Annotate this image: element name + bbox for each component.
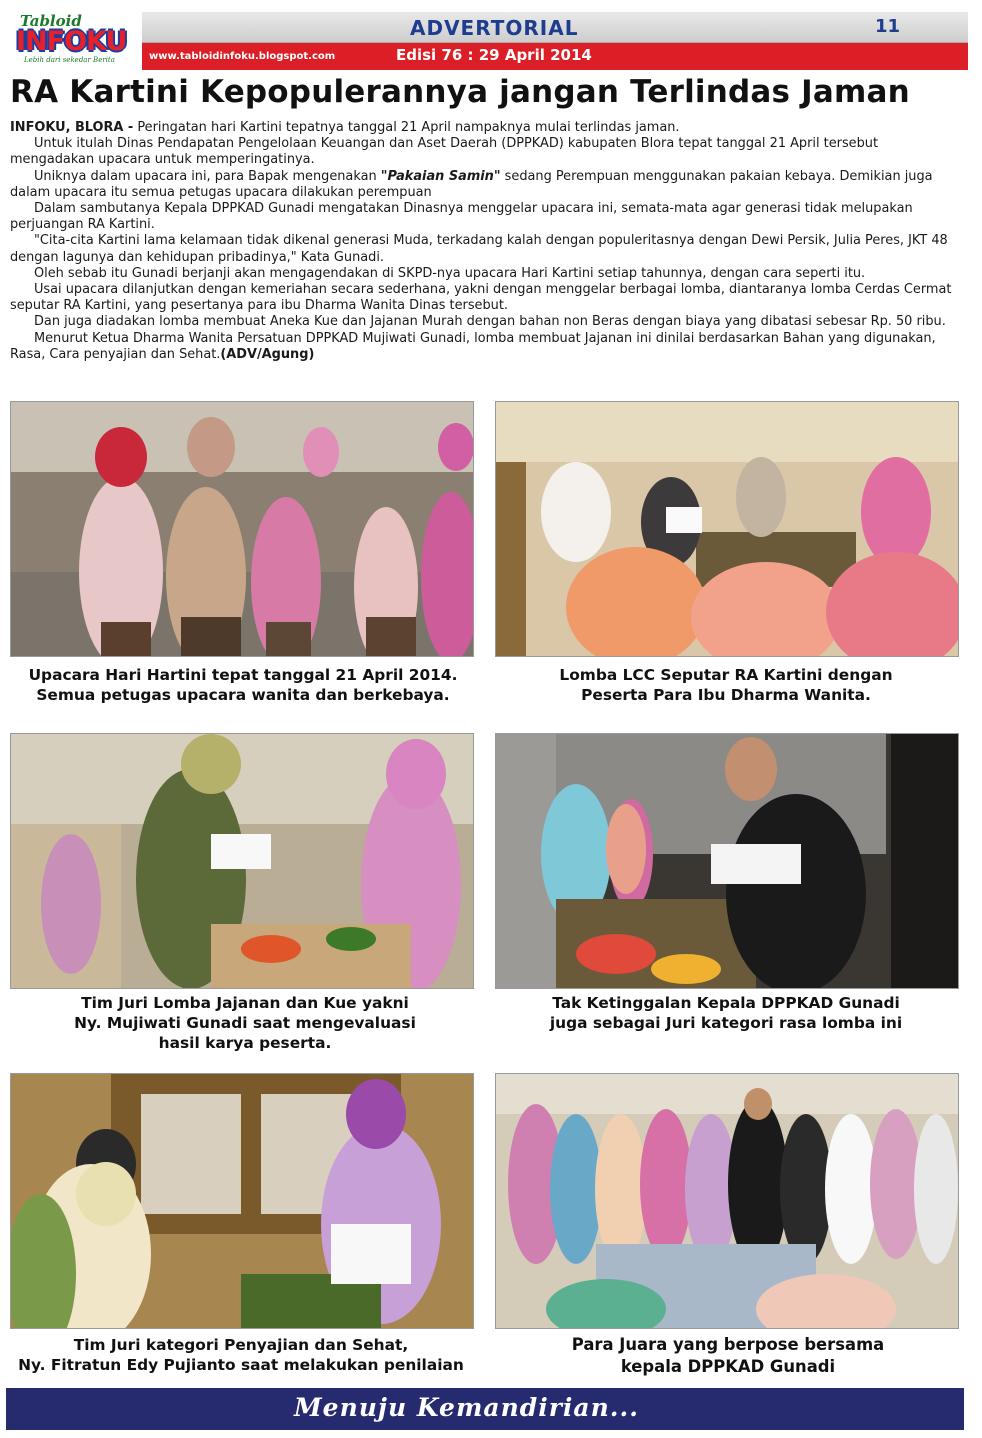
caption-line: hasil karya peserta. bbox=[158, 1034, 332, 1052]
page-number: 11 bbox=[874, 16, 900, 37]
website-url: www.tabloidinfoku.blogspot.com bbox=[149, 51, 336, 62]
caption-line: Peserta Para Ibu Dharma Wanita. bbox=[581, 686, 871, 704]
article-body bbox=[10, 120, 962, 363]
edition-date: Edisi 76 : 29 April 2014 bbox=[396, 46, 592, 64]
photo-head-judging bbox=[495, 733, 959, 989]
article-paragraph: "Cita-cita Kartini lama kelamaan tidak dikenal generasi Muda, terkadang kalah dengan populeritasnya dengan Dewi Persik, Julia Peres, JKT 48 dengan lagunya dan kehidupan pribadinya," Kata Gunadi. bbox=[10, 233, 948, 265]
caption-line: Ny. Mujiwati Gunadi saat mengevaluasi bbox=[74, 1014, 416, 1032]
infoku-logo bbox=[16, 12, 150, 70]
author-signature: (ADV/Agung) bbox=[220, 346, 315, 362]
article-paragraph bbox=[10, 120, 962, 136]
edition-bar bbox=[142, 43, 968, 70]
footer-banner bbox=[6, 1388, 964, 1430]
article-paragraph: Untuk itulah Dinas Pendapatan Pengelolaan Keuangan dan Aset Daerah (DPPKAD) kabupaten Blora tepat tanggal 21 April tersebut mengadakan upacara untuk memperingatinya. bbox=[10, 136, 879, 168]
caption-line: Ny. Fitratun Edy Pujianto saat melakukan penilaian bbox=[18, 1356, 464, 1374]
article-paragraph: Oleh sebab itu Gunadi berjanji akan mengagendakan di SKPD-nya upacara Hari Kartini setiap tahunnya, dengan cara seperti itu. bbox=[34, 265, 866, 281]
caption-line: Semua petugas upacara wanita dan berkebaya. bbox=[36, 686, 450, 704]
caption-winners-group bbox=[493, 1334, 963, 1378]
article-paragraph: Dalam sambutanya Kepala DPPKAD Gunadi mengatakan Dinasnya menggelar upacara ini, semata-mata agar generasi tidak melupakan perjuangan RA Kartini. bbox=[10, 201, 913, 233]
caption-line: Tim Juri kategori Penyajian dan Sehat, bbox=[73, 1336, 409, 1354]
photo-presentation-judging bbox=[10, 1073, 474, 1329]
footer-slogan: Menuju Kemandirian... bbox=[294, 1393, 639, 1422]
article-paragraph: Usai upacara dilanjutkan dengan kemeriahan secara sederhana, yakni dengan menggelar berbagai lomba, diantaranya lomba Cerdas Cermat seputar RA Kartini, yang pesertanya para ibu Dharma Wanita Dinas tersebut. bbox=[10, 282, 952, 314]
logo-slogan: Lebih dari sekedar Berita bbox=[24, 56, 115, 64]
photo-quiz-competition bbox=[495, 401, 959, 657]
dateline: INFOKU, BLORA - bbox=[10, 120, 134, 135]
photo-cake-judging bbox=[10, 733, 474, 989]
caption-line: Tim Juri Lomba Jajanan dan Kue yakni bbox=[81, 994, 409, 1012]
caption-ceremony bbox=[8, 665, 478, 705]
photo-winners-group bbox=[495, 1073, 959, 1329]
caption-quiz-competition bbox=[491, 665, 961, 705]
paragraph-text: Peringatan hari Kartini tepatnya tanggal 21 April nampaknya mulai terlindas jaman. bbox=[133, 120, 680, 135]
paragraph-text: Menurut Ketua Dharma Wanita Persatuan DPPKAD Mujiwati Gunadi, lomba membuat Jajanan ini dinilai berdasarkan Bahan yang digunakan, Rasa, Cara penyajian dan Sehat. bbox=[10, 330, 936, 362]
caption-line: Lomba LCC Seputar RA Kartini dengan bbox=[559, 666, 893, 684]
caption-line: Para Juara yang berpose bersama bbox=[571, 1335, 885, 1354]
section-title: ADVERTORIAL bbox=[410, 16, 579, 40]
article-paragraph: Dan juga diadakan lomba membuat Aneka Kue dan Jajanan Murah dengan bahan non Beras dengan biaya yang dibatasi sebesar Rp. 50 ribu. bbox=[34, 314, 946, 330]
logo-infoku-text: INFOKU bbox=[16, 26, 127, 57]
article-paragraph bbox=[10, 169, 962, 201]
section-bar bbox=[142, 12, 968, 43]
emphasis-text: "Pakaian Samin" bbox=[380, 168, 501, 184]
caption-presentation-judging bbox=[6, 1335, 476, 1375]
caption-head-judging bbox=[491, 993, 961, 1033]
logo-tabloid-text: Tabloid bbox=[20, 12, 82, 30]
caption-line: juga sebagai Juri kategori rasa lomba ini bbox=[549, 1014, 903, 1032]
caption-line: Upacara Hari Hartini tepat tanggal 21 April 2014. bbox=[28, 666, 458, 684]
photo-ceremony bbox=[10, 401, 474, 657]
caption-cake-judging bbox=[10, 993, 480, 1053]
caption-line: kepala DPPKAD Gunadi bbox=[620, 1357, 836, 1376]
article-paragraph bbox=[10, 331, 962, 363]
caption-line: Tak Ketinggalan Kepala DPPKAD Gunadi bbox=[552, 994, 900, 1012]
paragraph-text: sedang Perempuan menggunakan pakaian kebaya. Demikian juga dalam upacara itu semua petugas upacara dilakukan perempuan bbox=[10, 168, 933, 200]
page-title: RA Kartini Kepopulerannya jangan Terlindas Jaman bbox=[10, 74, 910, 110]
masthead bbox=[10, 12, 968, 70]
paragraph-text: Uniknya dalam upacara ini, para Bapak mengenakan bbox=[34, 168, 381, 184]
